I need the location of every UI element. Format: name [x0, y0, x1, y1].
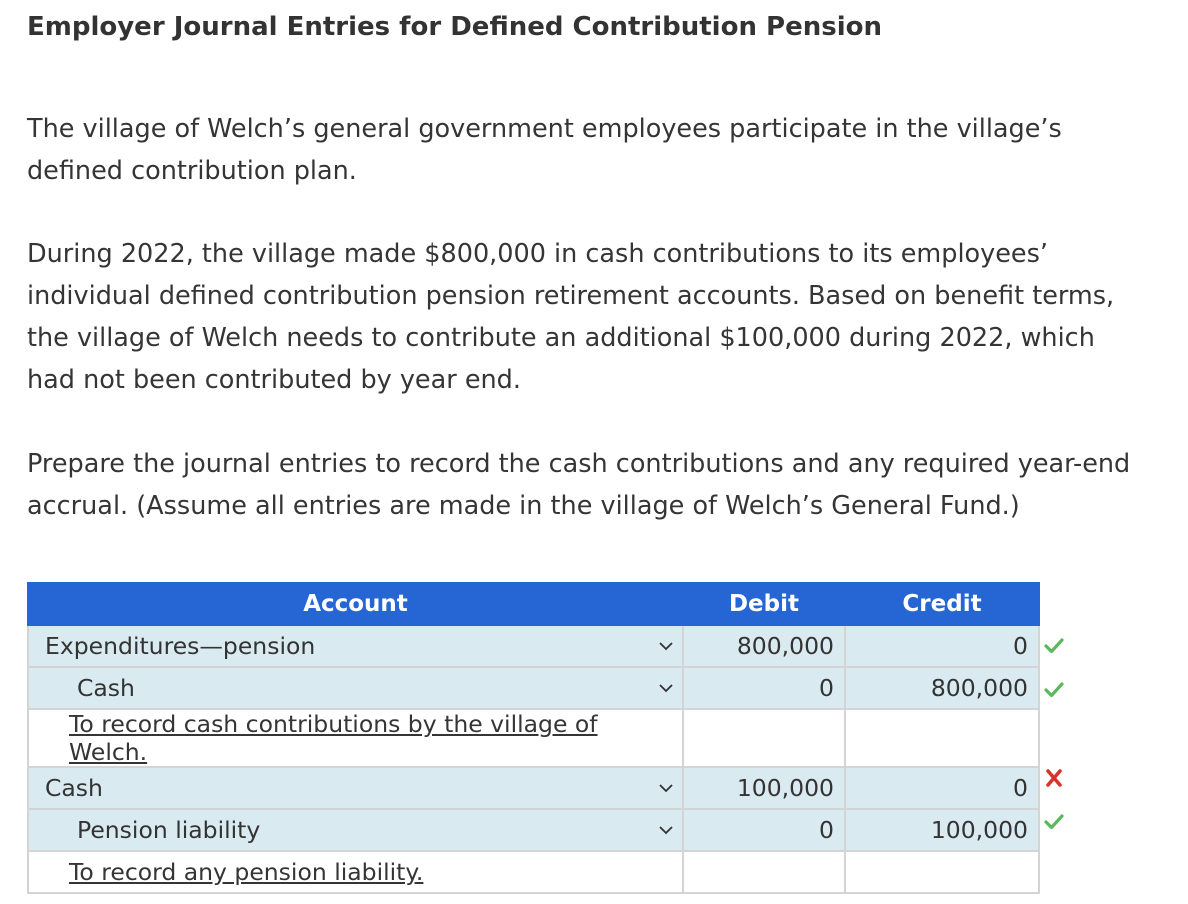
empty-cell: [845, 851, 1039, 893]
chevron-down-icon: [658, 783, 674, 793]
empty-cell: [683, 851, 845, 893]
account-select-value: Cash: [45, 774, 103, 802]
instructions-paragraph: Prepare the journal entries to record the cash contributions and any required year-end accrual. (Assume all entries are made in the village of Welch’s General Fund.): [27, 449, 1131, 521]
credit-column-header: Credit: [845, 583, 1039, 625]
check-icon: [1044, 681, 1064, 699]
memo-row: [28, 709, 1039, 767]
credit-input[interactable]: 800,000: [845, 667, 1039, 709]
account-select[interactable]: [28, 767, 683, 809]
memo-row: [28, 851, 1039, 893]
credit-input[interactable]: 0: [845, 767, 1039, 809]
account-select[interactable]: [28, 625, 683, 667]
chevron-down-icon: [658, 825, 674, 835]
debit-input[interactable]: 800,000: [683, 625, 845, 667]
account-select-value: Cash: [77, 674, 135, 702]
chevron-down-icon: [658, 683, 674, 693]
table-row: [28, 809, 1039, 851]
debit-input[interactable]: 0: [683, 809, 845, 851]
table-row: [28, 667, 1039, 709]
chevron-down-icon: [658, 641, 674, 651]
intro-paragraph: The village of Welch’s general government employees participate in the village’s defined contribution plan.: [27, 114, 1062, 186]
memo-cell: [28, 851, 683, 893]
check-icon: [1044, 637, 1064, 655]
memo-text: To record cash contributions by the village of Welch.: [69, 710, 598, 766]
credit-input[interactable]: 100,000: [845, 809, 1039, 851]
table-row: [28, 767, 1039, 809]
debit-input[interactable]: 0: [683, 667, 845, 709]
scenario-paragraph: During 2022, the village made $800,000 in cash contributions to its employees’ individual defined contribution pension retirement accounts. Based on benefit terms, the village of Welch needs to contribute an additional $100,000 during 2022, which had not been contributed by year end.: [27, 239, 1115, 395]
empty-cell: [845, 709, 1039, 767]
debit-column-header: Debit: [683, 583, 845, 625]
credit-input[interactable]: 0: [845, 625, 1039, 667]
page-title: Employer Journal Entries for Defined Contribution Pension: [27, 12, 882, 42]
check-icon: [1044, 813, 1064, 831]
journal-entry-table: [27, 582, 1040, 894]
account-select-value: Pension liability: [77, 816, 261, 844]
table-row: [28, 625, 1039, 667]
memo-cell: [28, 709, 683, 767]
account-select[interactable]: [28, 667, 683, 709]
table-header-row: [28, 583, 1039, 625]
cross-icon: [1044, 769, 1064, 787]
account-select-value: Expenditures—pension: [45, 632, 316, 660]
account-select[interactable]: [28, 809, 683, 851]
debit-input[interactable]: 100,000: [683, 767, 845, 809]
account-column-header: Account: [28, 583, 683, 625]
memo-text: To record any pension liability.: [69, 858, 424, 886]
empty-cell: [683, 709, 845, 767]
